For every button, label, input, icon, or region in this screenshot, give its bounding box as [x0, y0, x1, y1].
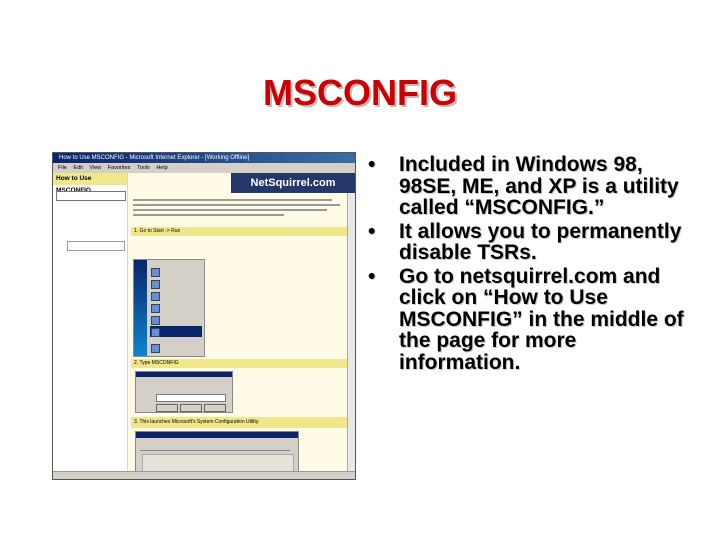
help-icon	[151, 316, 160, 325]
start-menu-item	[150, 314, 202, 325]
intro-text-block	[133, 197, 349, 219]
step-2-band: 2. Type MSCONFIG	[131, 359, 353, 368]
start-menu-item	[150, 266, 202, 277]
start-menu-image	[133, 259, 205, 357]
bullet-marker: •	[368, 219, 376, 243]
folder-icon	[151, 292, 160, 301]
start-menu-item	[150, 278, 202, 289]
bullet-marker: •	[368, 264, 376, 288]
run-icon	[151, 328, 160, 337]
bullet-item	[368, 221, 698, 264]
start-menu-item	[150, 342, 202, 353]
ok-button	[156, 404, 178, 412]
menu-edit: Edit	[73, 165, 83, 171]
menu-help: Help	[156, 165, 168, 171]
bullet-text: Included in Windows 98, 98SE, ME, and XP is a utility called “MSCONFIG.”	[399, 153, 679, 219]
menu-file: File	[58, 165, 67, 171]
bullet-text: It allows you to permanently disable TSRs.	[399, 219, 682, 264]
menu-favorites: Favorites	[107, 165, 131, 171]
step-1-band: 1. Go to Start -> Run	[131, 227, 353, 236]
menu-view: View	[89, 165, 102, 171]
browser-status-bar	[53, 471, 355, 479]
bullet-item	[368, 266, 698, 374]
window-title-bar	[136, 432, 298, 438]
bullet-text: Go to netsquirrel.com and click on “How to Use MSCONFIG” in the middle of the page for more information.	[399, 264, 684, 374]
msconfig-webpage-screenshot	[52, 152, 356, 480]
windows-banner-stripe	[134, 260, 147, 356]
browser-menu-bar	[53, 163, 355, 173]
folder-icon	[151, 268, 160, 277]
folder-icon	[151, 280, 160, 289]
bullet-list	[368, 154, 698, 375]
cancel-button	[180, 404, 202, 412]
browser-title-bar: How to Use MSCONFIG - Microsoft Internet Explorer - [Working Offline]	[53, 153, 355, 163]
browser-page	[53, 173, 355, 479]
left-list-item	[67, 241, 125, 251]
start-menu-item	[150, 290, 202, 301]
shutdown-icon	[151, 344, 160, 353]
dropdown-box	[56, 191, 126, 201]
slide-title: MSCONFIG	[263, 72, 457, 113]
tab-strip	[140, 444, 290, 451]
menu-tools: Tools	[136, 165, 150, 171]
page-heading: How to Use	[53, 173, 127, 185]
step-3-band: 3. This launches Microsoft's System Configuration Utility.	[131, 417, 353, 428]
browse-button	[204, 404, 226, 412]
dialog-title-bar	[136, 372, 232, 377]
search-icon	[151, 304, 160, 313]
run-dialog-image	[135, 371, 233, 413]
scrollbar	[347, 193, 355, 480]
bullet-marker: •	[368, 153, 376, 176]
run-input-field	[156, 394, 226, 402]
left-column	[53, 173, 128, 479]
bullet-item	[368, 154, 698, 219]
start-menu-run-item	[150, 326, 202, 337]
netsquirrel-logo: NetSquirrel.com	[231, 173, 355, 193]
start-menu-item	[150, 302, 202, 313]
